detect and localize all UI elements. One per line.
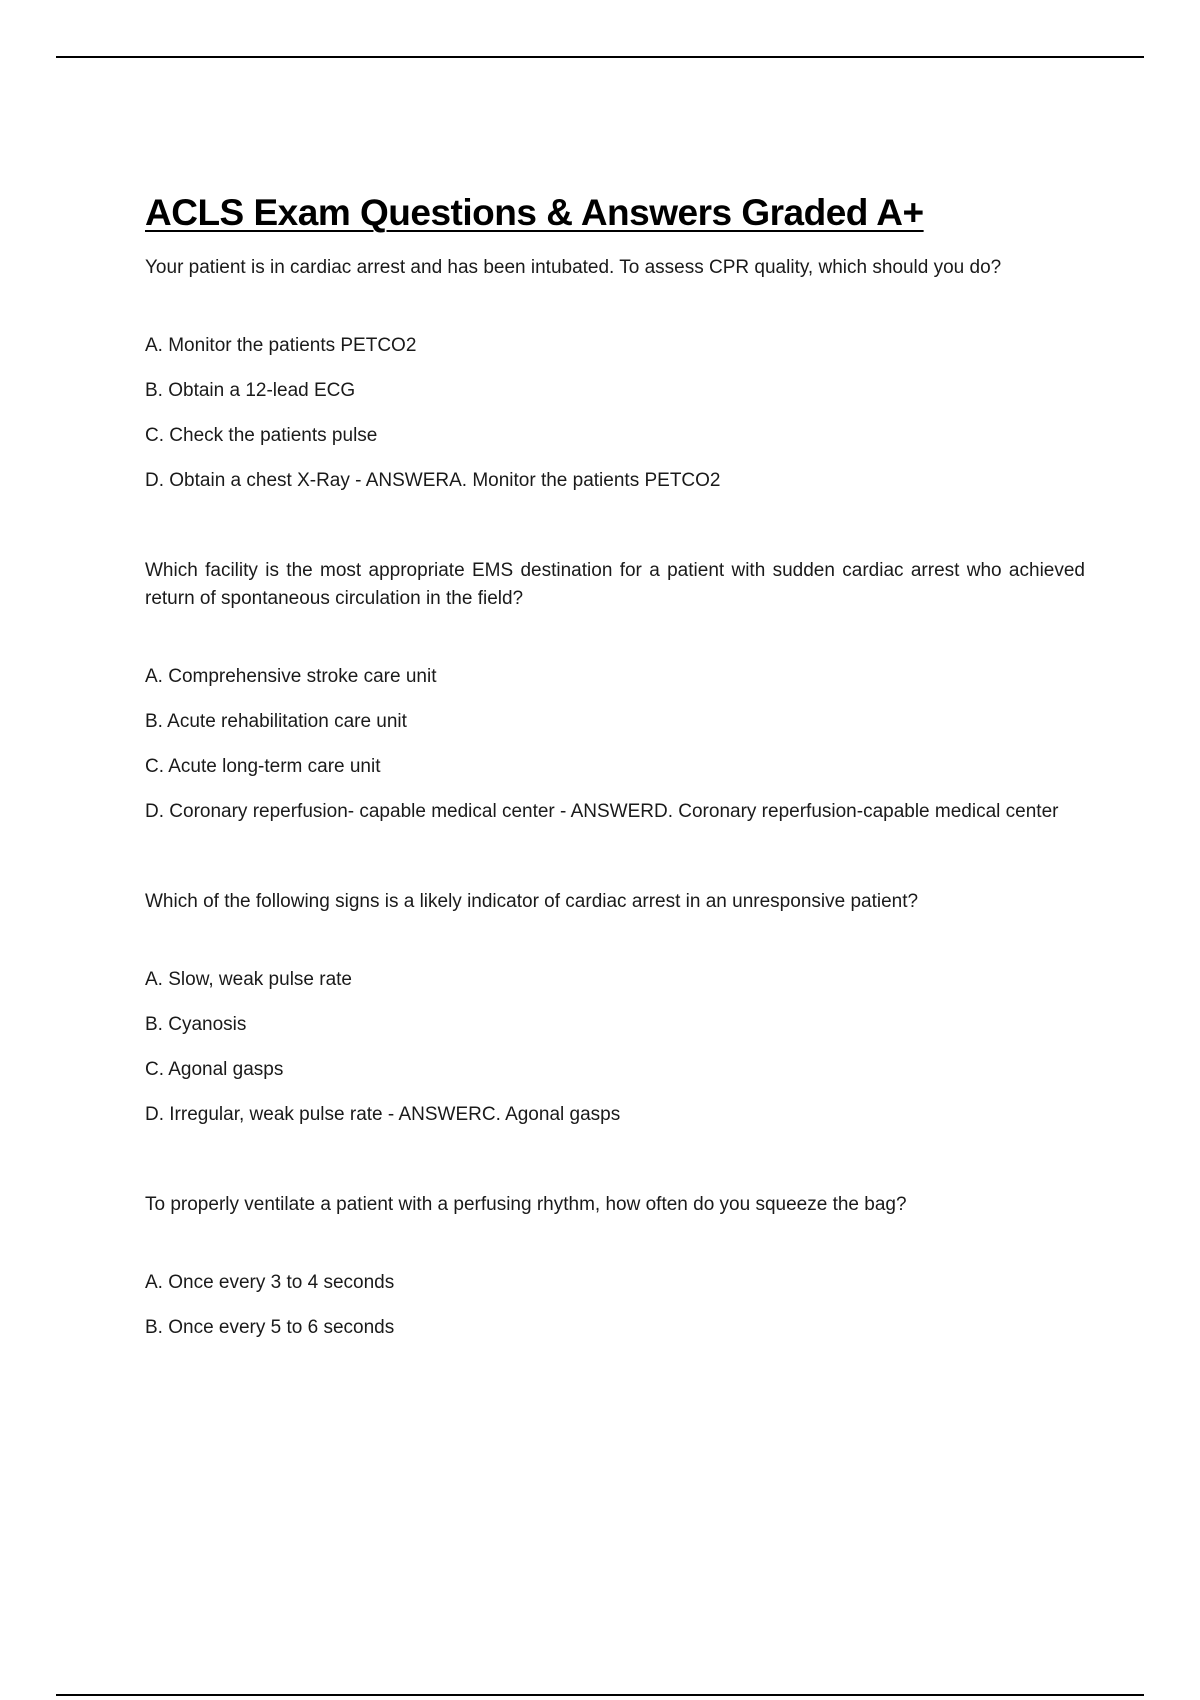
answer-option: C. Acute long-term care unit bbox=[145, 756, 381, 777]
answer-option: A. Slow, weak pulse rate bbox=[145, 969, 352, 990]
question-block-1 bbox=[145, 254, 1085, 495]
answer-option: B. Acute rehabilitation care unit bbox=[145, 711, 407, 732]
answer-option: A. Monitor the patients PETCO2 bbox=[145, 335, 417, 356]
question-text: To properly ventilate a patient with a perfusing rhythm, how often do you squeeze the bag? bbox=[145, 1194, 907, 1215]
document-title: ACLS Exam Questions & Answers Graded A+ bbox=[145, 192, 924, 233]
question-block-2 bbox=[145, 557, 1085, 826]
question-text: Which of the following signs is a likely indicator of cardiac arrest in an unresponsive patient? bbox=[145, 891, 919, 912]
question-text: Your patient is in cardiac arrest and has been intubated. To assess CPR quality, which should you do? bbox=[145, 257, 1002, 278]
header-rule bbox=[56, 56, 1144, 58]
document-body bbox=[145, 192, 1085, 1404]
answer-option: C. Agonal gasps bbox=[145, 1059, 284, 1080]
answer-option: A. Comprehensive stroke care unit bbox=[145, 666, 437, 687]
answer-option: C. Check the patients pulse bbox=[145, 425, 378, 446]
answer-option: B. Obtain a 12-lead ECG bbox=[145, 380, 356, 401]
question-text: Which facility is the most appropriate EMS destination for a patient with sudden cardiac arrest who achieved return of spontaneous circulation in the field? bbox=[145, 560, 1085, 609]
answer-option: A. Once every 3 to 4 seconds bbox=[145, 1272, 395, 1293]
answer-option: D. Coronary reperfusion- capable medical center - ANSWERD. Coronary reperfusion-capable medical center bbox=[145, 801, 1059, 822]
answer-option: B. Once every 5 to 6 seconds bbox=[145, 1317, 395, 1338]
answer-option: D. Obtain a chest X-Ray - ANSWERA. Monitor the patients PETCO2 bbox=[145, 470, 721, 491]
answer-option: B. Cyanosis bbox=[145, 1014, 247, 1035]
question-block-4 bbox=[145, 1191, 1085, 1342]
answer-option: D. Irregular, weak pulse rate - ANSWERC. Agonal gasps bbox=[145, 1104, 621, 1125]
footer-rule bbox=[56, 1694, 1144, 1696]
question-block-3 bbox=[145, 888, 1085, 1129]
